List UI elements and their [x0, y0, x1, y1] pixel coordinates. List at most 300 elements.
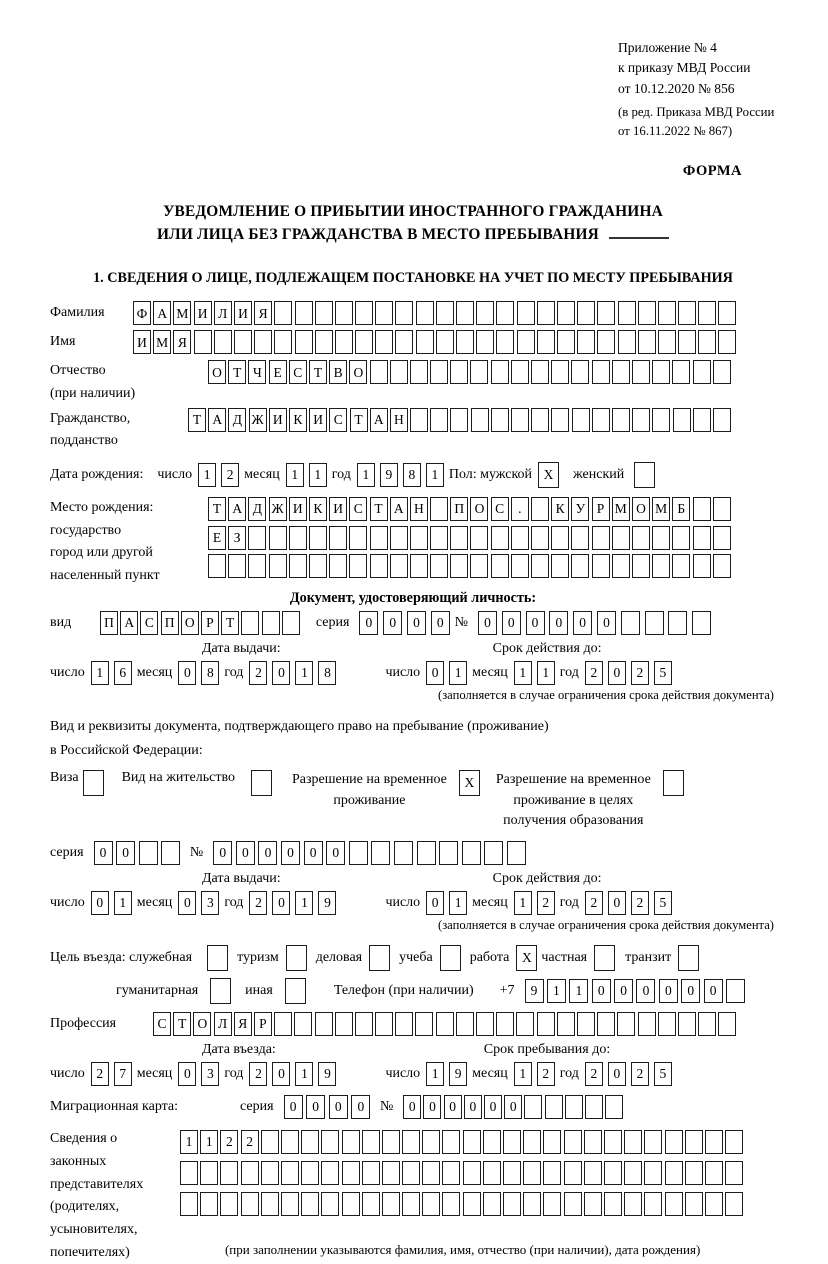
- char-cell[interactable]: Д: [248, 497, 266, 521]
- char-cell[interactable]: Т: [370, 497, 388, 521]
- char-cell[interactable]: [375, 330, 393, 354]
- char-cell[interactable]: [295, 301, 313, 325]
- char-cell[interactable]: [658, 1012, 676, 1036]
- char-cell[interactable]: [612, 554, 630, 578]
- char-cell[interactable]: [395, 301, 413, 325]
- doc-number-grid[interactable]: [478, 611, 716, 635]
- char-cell[interactable]: [557, 330, 575, 354]
- char-cell[interactable]: [375, 1012, 393, 1036]
- char-cell[interactable]: [463, 1192, 481, 1216]
- char-cell[interactable]: 2: [631, 891, 649, 915]
- char-cell[interactable]: [329, 554, 347, 578]
- char-cell[interactable]: [416, 330, 434, 354]
- char-cell[interactable]: [281, 1192, 299, 1216]
- char-cell[interactable]: [685, 1161, 703, 1185]
- char-cell[interactable]: Р: [201, 611, 219, 635]
- char-cell[interactable]: А: [370, 408, 388, 432]
- char-cell[interactable]: [261, 1192, 279, 1216]
- char-cell[interactable]: И: [289, 497, 307, 521]
- char-cell[interactable]: Ж: [249, 408, 267, 432]
- char-cell[interactable]: [564, 1192, 582, 1216]
- char-cell[interactable]: [370, 526, 388, 550]
- char-cell[interactable]: [496, 301, 514, 325]
- char-cell[interactable]: [597, 301, 615, 325]
- char-cell[interactable]: [551, 526, 569, 550]
- permit-number-grid[interactable]: [213, 841, 529, 865]
- char-cell[interactable]: 0: [272, 891, 290, 915]
- char-cell[interactable]: [476, 330, 494, 354]
- char-cell[interactable]: [693, 497, 711, 521]
- char-cell[interactable]: [491, 360, 509, 384]
- char-cell[interactable]: [645, 611, 664, 635]
- char-cell[interactable]: [571, 554, 589, 578]
- char-cell[interactable]: [638, 330, 656, 354]
- char-cell[interactable]: [551, 408, 569, 432]
- char-cell[interactable]: 0: [178, 661, 196, 685]
- char-cell[interactable]: [200, 1192, 218, 1216]
- char-cell[interactable]: А: [153, 301, 171, 325]
- char-cell[interactable]: [410, 408, 428, 432]
- char-cell[interactable]: [180, 1161, 198, 1185]
- char-cell[interactable]: 9: [318, 1062, 336, 1086]
- char-cell[interactable]: [618, 330, 636, 354]
- birth-day-grid[interactable]: [198, 463, 244, 487]
- char-cell[interactable]: [439, 841, 458, 865]
- patronymic-grid[interactable]: [208, 360, 733, 384]
- char-cell[interactable]: [274, 330, 292, 354]
- char-cell[interactable]: О: [193, 1012, 211, 1036]
- char-cell[interactable]: Ф: [133, 301, 151, 325]
- char-cell[interactable]: [571, 526, 589, 550]
- char-cell[interactable]: [342, 1192, 360, 1216]
- char-cell[interactable]: [658, 301, 676, 325]
- char-cell[interactable]: [410, 360, 428, 384]
- char-cell[interactable]: [685, 1192, 703, 1216]
- char-cell[interactable]: [450, 554, 468, 578]
- char-cell[interactable]: [462, 841, 481, 865]
- char-cell[interactable]: [295, 330, 313, 354]
- char-cell[interactable]: 1: [537, 661, 555, 685]
- char-cell[interactable]: [604, 1161, 622, 1185]
- char-cell[interactable]: [281, 1130, 299, 1154]
- char-cell[interactable]: [678, 301, 696, 325]
- char-cell[interactable]: [315, 301, 333, 325]
- char-cell[interactable]: 0: [236, 841, 255, 865]
- char-cell[interactable]: [161, 841, 180, 865]
- char-cell[interactable]: [698, 1012, 716, 1036]
- char-cell[interactable]: [718, 301, 736, 325]
- char-cell[interactable]: 0: [213, 841, 232, 865]
- char-cell[interactable]: И: [329, 497, 347, 521]
- char-cell[interactable]: [269, 554, 287, 578]
- char-cell[interactable]: [355, 330, 373, 354]
- char-cell[interactable]: [321, 1130, 339, 1154]
- char-cell[interactable]: [415, 1012, 433, 1036]
- char-cell[interactable]: [693, 526, 711, 550]
- char-cell[interactable]: 2: [241, 1130, 259, 1154]
- char-cell[interactable]: 0: [329, 1095, 348, 1119]
- char-cell[interactable]: 0: [592, 979, 611, 1003]
- char-cell[interactable]: 2: [221, 463, 239, 487]
- char-cell[interactable]: [274, 301, 292, 325]
- char-cell[interactable]: [442, 1192, 460, 1216]
- char-cell[interactable]: Н: [410, 497, 428, 521]
- char-cell[interactable]: [248, 554, 266, 578]
- char-cell[interactable]: [713, 408, 731, 432]
- char-cell[interactable]: П: [161, 611, 179, 635]
- char-cell[interactable]: [208, 554, 226, 578]
- legal-rep-grid-1[interactable]: [180, 1130, 745, 1154]
- char-cell[interactable]: [200, 1161, 218, 1185]
- temp-residence-edu-checkbox[interactable]: [663, 770, 684, 796]
- char-cell[interactable]: [355, 301, 373, 325]
- char-cell[interactable]: 0: [444, 1095, 462, 1119]
- char-cell[interactable]: И: [309, 408, 327, 432]
- char-cell[interactable]: 0: [526, 611, 545, 635]
- char-cell[interactable]: [220, 1192, 238, 1216]
- char-cell[interactable]: [678, 1012, 696, 1036]
- char-cell[interactable]: П: [450, 497, 468, 521]
- char-cell[interactable]: [261, 1161, 279, 1185]
- char-cell[interactable]: [294, 1012, 312, 1036]
- char-cell[interactable]: [523, 1192, 541, 1216]
- char-cell[interactable]: [484, 841, 503, 865]
- char-cell[interactable]: [382, 1130, 400, 1154]
- char-cell[interactable]: [390, 554, 408, 578]
- char-cell[interactable]: [476, 1012, 494, 1036]
- permit-issue-year-grid[interactable]: [249, 891, 341, 915]
- char-cell[interactable]: [450, 408, 468, 432]
- char-cell[interactable]: 9: [380, 463, 398, 487]
- char-cell[interactable]: [430, 360, 448, 384]
- char-cell[interactable]: И: [269, 408, 287, 432]
- char-cell[interactable]: [705, 1192, 723, 1216]
- char-cell[interactable]: М: [652, 497, 670, 521]
- char-cell[interactable]: О: [208, 360, 226, 384]
- char-cell[interactable]: [355, 1012, 373, 1036]
- char-cell[interactable]: 1: [91, 661, 109, 685]
- char-cell[interactable]: 2: [249, 661, 267, 685]
- char-cell[interactable]: [592, 554, 610, 578]
- char-cell[interactable]: [612, 526, 630, 550]
- char-cell[interactable]: [301, 1161, 319, 1185]
- char-cell[interactable]: 0: [306, 1095, 325, 1119]
- char-cell[interactable]: [644, 1192, 662, 1216]
- other-checkbox[interactable]: [285, 978, 306, 1004]
- char-cell[interactable]: О: [470, 497, 488, 521]
- char-cell[interactable]: [496, 1012, 514, 1036]
- official-checkbox[interactable]: [207, 945, 228, 971]
- char-cell[interactable]: [545, 1095, 563, 1119]
- char-cell[interactable]: [577, 1012, 595, 1036]
- char-cell[interactable]: 6: [114, 661, 132, 685]
- char-cell[interactable]: [269, 526, 287, 550]
- char-cell[interactable]: [394, 841, 413, 865]
- char-cell[interactable]: [321, 1161, 339, 1185]
- char-cell[interactable]: [543, 1130, 561, 1154]
- char-cell[interactable]: Т: [221, 611, 239, 635]
- char-cell[interactable]: [572, 408, 590, 432]
- permit-valid-month-grid[interactable]: [514, 891, 560, 915]
- char-cell[interactable]: [713, 554, 731, 578]
- char-cell[interactable]: [644, 1161, 662, 1185]
- char-cell[interactable]: [665, 1130, 683, 1154]
- char-cell[interactable]: [442, 1130, 460, 1154]
- char-cell[interactable]: [632, 360, 650, 384]
- char-cell[interactable]: А: [208, 408, 226, 432]
- char-cell[interactable]: И: [133, 330, 151, 354]
- char-cell[interactable]: 0: [426, 891, 444, 915]
- char-cell[interactable]: [605, 1095, 623, 1119]
- char-cell[interactable]: [693, 360, 711, 384]
- char-cell[interactable]: [491, 554, 509, 578]
- char-cell[interactable]: [698, 330, 716, 354]
- char-cell[interactable]: [241, 1192, 259, 1216]
- char-cell[interactable]: 2: [249, 891, 267, 915]
- char-cell[interactable]: 0: [597, 611, 616, 635]
- migration-number-grid[interactable]: [403, 1095, 625, 1119]
- char-cell[interactable]: 2: [585, 891, 603, 915]
- visa-checkbox[interactable]: [83, 770, 104, 796]
- char-cell[interactable]: 1: [114, 891, 132, 915]
- char-cell[interactable]: [430, 408, 448, 432]
- char-cell[interactable]: [470, 526, 488, 550]
- char-cell[interactable]: [507, 841, 526, 865]
- char-cell[interactable]: 5: [654, 891, 672, 915]
- char-cell[interactable]: [321, 1192, 339, 1216]
- doc-type-grid[interactable]: [100, 611, 302, 635]
- char-cell[interactable]: [422, 1161, 440, 1185]
- char-cell[interactable]: 0: [284, 1095, 303, 1119]
- char-cell[interactable]: [456, 330, 474, 354]
- temp-residence-checkbox[interactable]: X: [459, 770, 480, 796]
- char-cell[interactable]: [564, 1130, 582, 1154]
- char-cell[interactable]: [524, 1095, 542, 1119]
- char-cell[interactable]: [430, 526, 448, 550]
- char-cell[interactable]: [180, 1192, 198, 1216]
- char-cell[interactable]: [370, 360, 388, 384]
- doc-issue-month-grid[interactable]: [178, 661, 224, 685]
- char-cell[interactable]: [718, 330, 736, 354]
- char-cell[interactable]: [274, 1012, 292, 1036]
- char-cell[interactable]: А: [120, 611, 138, 635]
- char-cell[interactable]: [725, 1130, 743, 1154]
- char-cell[interactable]: 1: [286, 463, 304, 487]
- char-cell[interactable]: Я: [234, 1012, 252, 1036]
- char-cell[interactable]: [672, 360, 690, 384]
- char-cell[interactable]: [375, 301, 393, 325]
- char-cell[interactable]: 2: [585, 661, 603, 685]
- char-cell[interactable]: И: [194, 301, 212, 325]
- char-cell[interactable]: [597, 1012, 615, 1036]
- char-cell[interactable]: Ж: [269, 497, 287, 521]
- doc-issue-year-grid[interactable]: [249, 661, 341, 685]
- char-cell[interactable]: [705, 1130, 723, 1154]
- char-cell[interactable]: [668, 611, 687, 635]
- char-cell[interactable]: Ч: [248, 360, 266, 384]
- char-cell[interactable]: 1: [200, 1130, 218, 1154]
- char-cell[interactable]: М: [153, 330, 171, 354]
- char-cell[interactable]: 0: [178, 1062, 196, 1086]
- humanitarian-checkbox[interactable]: [210, 978, 231, 1004]
- char-cell[interactable]: [442, 1161, 460, 1185]
- char-cell[interactable]: [557, 301, 575, 325]
- char-cell[interactable]: [234, 330, 252, 354]
- entry-year-grid[interactable]: [249, 1062, 341, 1086]
- char-cell[interactable]: [491, 408, 509, 432]
- char-cell[interactable]: 0: [614, 979, 633, 1003]
- char-cell[interactable]: [592, 526, 610, 550]
- char-cell[interactable]: [551, 554, 569, 578]
- char-cell[interactable]: [577, 330, 595, 354]
- char-cell[interactable]: [436, 1012, 454, 1036]
- sex-female-checkbox[interactable]: [634, 462, 655, 488]
- char-cell[interactable]: 1: [295, 661, 313, 685]
- char-cell[interactable]: 0: [704, 979, 723, 1003]
- char-cell[interactable]: С: [329, 408, 347, 432]
- char-cell[interactable]: М: [612, 497, 630, 521]
- char-cell[interactable]: 0: [608, 1062, 626, 1086]
- char-cell[interactable]: [537, 301, 555, 325]
- char-cell[interactable]: А: [228, 497, 246, 521]
- char-cell[interactable]: [410, 554, 428, 578]
- char-cell[interactable]: 1: [569, 979, 588, 1003]
- stay-day-grid[interactable]: [426, 1062, 472, 1086]
- char-cell[interactable]: [390, 360, 408, 384]
- char-cell[interactable]: [470, 554, 488, 578]
- char-cell[interactable]: [282, 611, 300, 635]
- char-cell[interactable]: К: [289, 408, 307, 432]
- char-cell[interactable]: [370, 554, 388, 578]
- char-cell[interactable]: [685, 1130, 703, 1154]
- char-cell[interactable]: 2: [631, 1062, 649, 1086]
- char-cell[interactable]: 1: [514, 891, 532, 915]
- char-cell[interactable]: [632, 408, 650, 432]
- char-cell[interactable]: 0: [407, 611, 426, 635]
- char-cell[interactable]: [335, 301, 353, 325]
- char-cell[interactable]: В: [329, 360, 347, 384]
- char-cell[interactable]: [523, 1130, 541, 1154]
- char-cell[interactable]: 0: [423, 1095, 441, 1119]
- char-cell[interactable]: [551, 360, 569, 384]
- entry-day-grid[interactable]: [91, 1062, 137, 1086]
- char-cell[interactable]: [725, 1161, 743, 1185]
- char-cell[interactable]: [531, 526, 549, 550]
- char-cell[interactable]: [241, 1161, 259, 1185]
- char-cell[interactable]: [638, 301, 656, 325]
- char-cell[interactable]: [617, 1012, 635, 1036]
- char-cell[interactable]: [584, 1161, 602, 1185]
- char-cell[interactable]: 1: [547, 979, 566, 1003]
- char-cell[interactable]: 1: [449, 891, 467, 915]
- permit-series-grid[interactable]: [94, 841, 184, 865]
- char-cell[interactable]: И: [234, 301, 252, 325]
- char-cell[interactable]: 9: [525, 979, 544, 1003]
- char-cell[interactable]: [644, 1130, 662, 1154]
- char-cell[interactable]: 1: [357, 463, 375, 487]
- char-cell[interactable]: [516, 1012, 534, 1036]
- char-cell[interactable]: [511, 360, 529, 384]
- birth-place-grid-2[interactable]: [208, 526, 733, 550]
- char-cell[interactable]: [632, 526, 650, 550]
- char-cell[interactable]: [422, 1130, 440, 1154]
- char-cell[interactable]: [673, 408, 691, 432]
- char-cell[interactable]: [543, 1161, 561, 1185]
- char-cell[interactable]: [584, 1192, 602, 1216]
- char-cell[interactable]: 0: [478, 611, 497, 635]
- char-cell[interactable]: 8: [403, 463, 421, 487]
- char-cell[interactable]: [371, 841, 390, 865]
- char-cell[interactable]: [585, 1095, 603, 1119]
- char-cell[interactable]: [564, 1161, 582, 1185]
- business-checkbox[interactable]: [369, 945, 390, 971]
- char-cell[interactable]: [241, 611, 259, 635]
- char-cell[interactable]: [612, 408, 630, 432]
- char-cell[interactable]: [672, 554, 690, 578]
- char-cell[interactable]: [692, 611, 711, 635]
- char-cell[interactable]: [220, 1161, 238, 1185]
- char-cell[interactable]: [511, 526, 529, 550]
- char-cell[interactable]: [335, 330, 353, 354]
- char-cell[interactable]: [436, 330, 454, 354]
- doc-valid-year-grid[interactable]: [585, 661, 677, 685]
- char-cell[interactable]: [402, 1192, 420, 1216]
- char-cell[interactable]: [604, 1130, 622, 1154]
- char-cell[interactable]: 0: [359, 611, 378, 635]
- char-cell[interactable]: [531, 497, 549, 521]
- permit-valid-day-grid[interactable]: [426, 891, 472, 915]
- doc-valid-month-grid[interactable]: [514, 661, 560, 685]
- char-cell[interactable]: С: [289, 360, 307, 384]
- char-cell[interactable]: [349, 526, 367, 550]
- char-cell[interactable]: Т: [208, 497, 226, 521]
- doc-issue-day-grid[interactable]: [91, 661, 137, 685]
- char-cell[interactable]: 3: [201, 1062, 219, 1086]
- char-cell[interactable]: [652, 554, 670, 578]
- char-cell[interactable]: [450, 360, 468, 384]
- char-cell[interactable]: О: [632, 497, 650, 521]
- char-cell[interactable]: [592, 408, 610, 432]
- surname-grid[interactable]: [133, 301, 739, 325]
- char-cell[interactable]: [726, 979, 745, 1003]
- char-cell[interactable]: [584, 1130, 602, 1154]
- char-cell[interactable]: [362, 1130, 380, 1154]
- char-cell[interactable]: 0: [304, 841, 323, 865]
- study-checkbox[interactable]: [440, 945, 461, 971]
- char-cell[interactable]: [537, 330, 555, 354]
- char-cell[interactable]: [228, 554, 246, 578]
- char-cell[interactable]: [638, 1012, 656, 1036]
- char-cell[interactable]: Я: [254, 301, 272, 325]
- char-cell[interactable]: [335, 1012, 353, 1036]
- char-cell[interactable]: 2: [220, 1130, 238, 1154]
- char-cell[interactable]: 0: [351, 1095, 370, 1119]
- char-cell[interactable]: 8: [201, 661, 219, 685]
- char-cell[interactable]: [309, 554, 327, 578]
- char-cell[interactable]: [382, 1161, 400, 1185]
- char-cell[interactable]: 0: [426, 661, 444, 685]
- char-cell[interactable]: 8: [318, 661, 336, 685]
- char-cell[interactable]: [416, 301, 434, 325]
- char-cell[interactable]: Т: [309, 360, 327, 384]
- char-cell[interactable]: [315, 1012, 333, 1036]
- char-cell[interactable]: [523, 1161, 541, 1185]
- char-cell[interactable]: [531, 408, 549, 432]
- char-cell[interactable]: М: [173, 301, 191, 325]
- char-cell[interactable]: [362, 1192, 380, 1216]
- char-cell[interactable]: [248, 526, 266, 550]
- char-cell[interactable]: [261, 1130, 279, 1154]
